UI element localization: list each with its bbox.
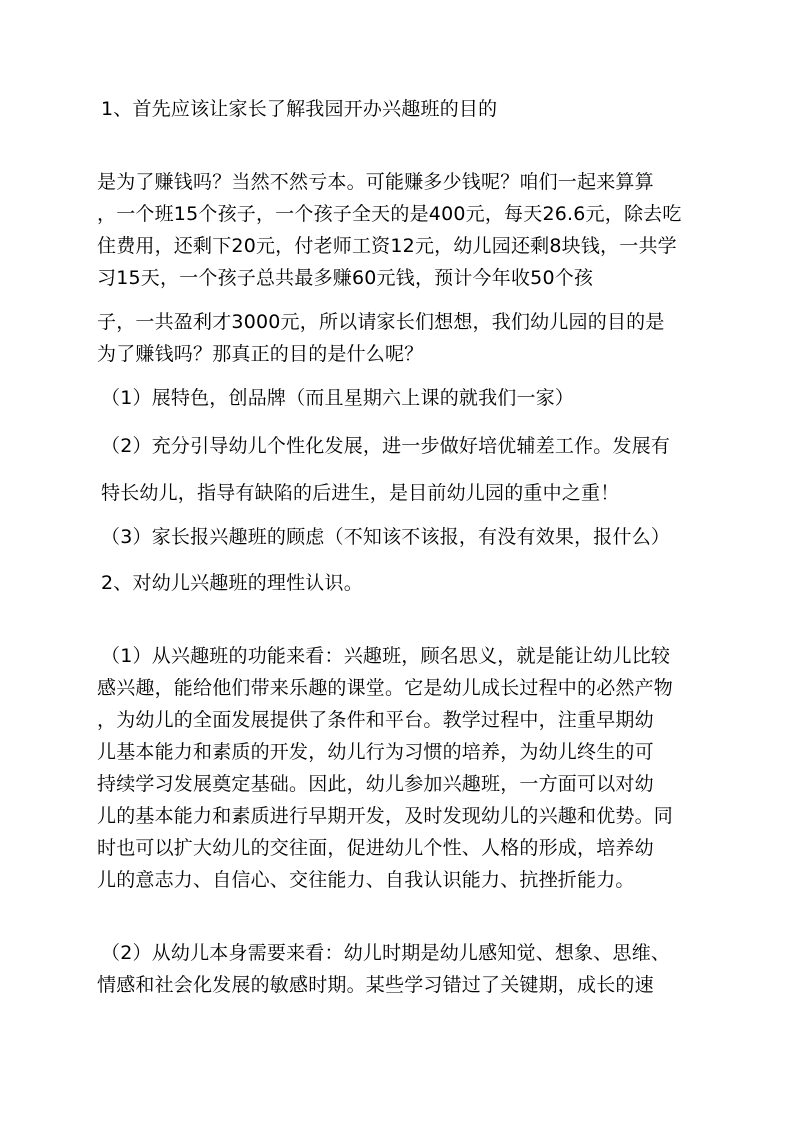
section-heading-2: 2、对幼儿兴趣班的理性认识。: [101, 572, 363, 594]
paragraph-line: 子，一共盈利才3000元，所以请家长们想想，我们幼儿园的目的是: [97, 311, 665, 333]
paragraph-line: 是为了赚钱吗？当然不然亏本。可能赚多少钱呢？咱们一起来算算: [97, 171, 654, 193]
paragraph-line: 住费用，还剩下20元，付老师工资12元，幼儿园还剩8块钱，一共学: [97, 235, 677, 257]
paragraph-line: 儿的基本能力和素质进行早期开发，及时发现幼儿的兴趣和优势。同: [97, 805, 674, 827]
paragraph-line: 时也可以扩大幼儿的交往面，促进幼儿个性、人格的形成，培养幼: [97, 837, 654, 859]
paragraph-line: ，为幼儿的全面发展提供了条件和平台。教学过程中，注重早期幼: [97, 709, 654, 731]
paragraph-line: 儿的意志力、自信心、交往能力、自我认识能力、抗挫折能力。: [97, 869, 635, 891]
list-item: （2）充分引导幼儿个性化发展，进一步做好培优辅差工作。发展有: [101, 435, 671, 457]
paragraph-line: 感兴趣，能给他们带来乐趣的课堂。它是幼儿成长过程中的必然产物: [97, 677, 674, 699]
section-heading-1: 1、首先应该让家长了解我园开办兴趣班的目的: [101, 98, 498, 120]
paragraph-line: 儿基本能力和素质的开发，幼儿行为习惯的培养，为幼儿终生的可: [97, 741, 654, 763]
paragraph-line: 为了赚钱吗？那真正的目的是什么呢？: [97, 343, 424, 365]
paragraph-line: （2）从幼儿本身需要来看：幼儿时期是幼儿感知觉、想象、思维、: [101, 942, 671, 964]
list-item-continuation: 特长幼儿，指导有缺陷的后进生，是目前幼儿园的重中之重！: [101, 482, 620, 504]
list-item: （1）展特色，创品牌（而且星期六上课的就我们一家）: [101, 387, 575, 409]
paragraph-line: 持续学习发展奠定基础。因此，幼儿参加兴趣班，一方面可以对幼: [97, 773, 654, 795]
paragraph-line: 情感和社会化发展的敏感时期。某些学习错过了关键期，成长的速: [97, 974, 654, 996]
paragraph-line: ，一个班15个孩子，一个孩子全天的是400元，每天26.6元，除去吃: [97, 203, 682, 225]
paragraph-line: 习15天，一个孩子总共最多赚60元钱，预计今年收50个孩: [97, 267, 594, 289]
paragraph-line: （1）从兴趣班的功能来看：兴趣班，顾名思义，就是能让幼儿比较: [101, 645, 671, 667]
list-item: （3）家长报兴趣班的顾虑（不知该不该报，有没有效果，报什么）: [101, 526, 671, 548]
